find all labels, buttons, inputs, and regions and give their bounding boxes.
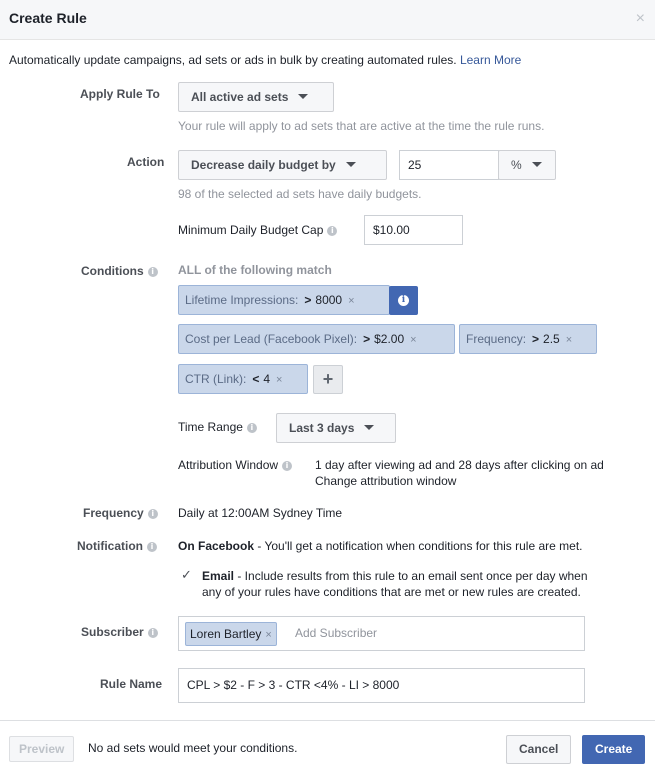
subscriber-placeholder: Add Subscriber <box>295 626 378 640</box>
condition-key: Lifetime Impressions: <box>185 293 299 307</box>
dialog-header <box>0 0 655 40</box>
chevron-down-icon <box>346 162 356 167</box>
action-unit-value: % <box>511 158 522 172</box>
condition-key: Cost per Lead (Facebook Pixel): <box>185 332 358 346</box>
condition-key: CTR (Link): <box>185 372 247 386</box>
learn-more-link[interactable]: Learn More <box>459 53 522 67</box>
conditions-match-text: ALL of the following match <box>178 263 332 277</box>
action-value: Decrease daily budget by <box>191 158 336 172</box>
condition-operator: > <box>532 332 540 346</box>
action-label: Action <box>127 155 165 169</box>
conditions-label <box>81 264 158 278</box>
condition-operator: < <box>252 372 260 386</box>
close-icon[interactable]: × <box>635 10 645 27</box>
condition-chip[interactable] <box>178 364 308 394</box>
rule-name-label: Rule Name <box>100 677 163 691</box>
info-icon[interactable]: i <box>327 226 337 236</box>
condition-info-button[interactable] <box>389 286 418 315</box>
condition-chip[interactable] <box>178 285 390 315</box>
time-range-label <box>178 420 257 434</box>
rule-name-input[interactable]: CPL > $2 - F > 3 - CTR <4% - LI > 8000 <box>178 668 585 703</box>
notification-facebook-text: - You'll get a notification when conditions for this rule are met. <box>254 539 583 553</box>
condition-key: Frequency: <box>466 332 527 346</box>
condition-value: 8000 <box>315 293 343 307</box>
info-icon[interactable]: i <box>247 423 257 433</box>
frequency-label-text: Frequency <box>83 506 144 520</box>
info-icon[interactable]: i <box>148 628 158 638</box>
attribution-value: 1 day after viewing ad and 28 days after clicking on ad <box>315 458 604 472</box>
notification-label <box>77 539 157 553</box>
notification-facebook <box>178 539 583 553</box>
condition-operator: > <box>304 293 312 307</box>
notification-email-text: - Include results from this rule to an email sent once per day when <box>234 569 588 583</box>
apply-rule-label: Apply Rule To <box>80 87 160 101</box>
notification-facebook-title: On Facebook <box>178 539 255 553</box>
remove-icon[interactable]: × <box>410 334 417 346</box>
footer-status: No ad sets would meet your conditions. <box>88 741 298 755</box>
action-unit-dropdown[interactable] <box>498 150 556 180</box>
action-amount-input[interactable]: 25 <box>399 150 499 180</box>
time-range-dropdown[interactable] <box>276 413 396 443</box>
min-budget-label-text: Minimum Daily Budget Cap <box>178 223 324 237</box>
condition-value: $2.00 <box>374 332 405 346</box>
notification-email-title: Email <box>202 569 235 583</box>
condition-value: 2.5 <box>543 332 560 346</box>
frequency-label <box>83 506 158 520</box>
add-condition-button[interactable]: + <box>313 365 343 394</box>
info-icon[interactable]: i <box>282 461 292 471</box>
min-budget-label <box>178 223 337 237</box>
apply-rule-value: All active ad sets <box>191 90 289 104</box>
condition-operator: > <box>363 332 371 346</box>
intro-description: Automatically update campaigns, ad sets or ads in bulk by creating automated rules. <box>9 53 457 67</box>
chevron-down-icon <box>364 425 374 430</box>
create-button[interactable]: Create <box>582 735 645 764</box>
condition-chip[interactable] <box>459 324 597 354</box>
info-icon[interactable]: i <box>148 267 158 277</box>
remove-icon[interactable]: × <box>565 334 573 346</box>
condition-value: 4 <box>263 372 271 386</box>
intro-text <box>9 53 521 67</box>
time-range-value: Last 3 days <box>289 421 355 435</box>
preview-button[interactable]: Preview <box>9 736 74 762</box>
conditions-label-text: Conditions <box>81 264 144 278</box>
subscriber-label-text: Subscriber <box>81 625 144 639</box>
dialog-title: Create Rule <box>9 10 87 26</box>
action-dropdown[interactable] <box>178 150 387 180</box>
chevron-down-icon <box>298 94 308 99</box>
cancel-button[interactable]: Cancel <box>506 735 571 764</box>
attribution-label-text: Attribution Window <box>178 458 279 472</box>
min-budget-input[interactable]: $10.00 <box>364 215 463 245</box>
remove-icon[interactable]: × <box>276 374 283 386</box>
apply-rule-dropdown[interactable] <box>178 82 334 112</box>
info-icon: i <box>398 295 409 306</box>
subscriber-chip[interactable] <box>185 622 277 646</box>
notification-label-text: Notification <box>77 539 143 553</box>
remove-icon[interactable]: × <box>348 295 355 307</box>
subscriber-name: Loren Bartley <box>190 627 262 641</box>
change-attribution-link[interactable]: Change attribution window <box>315 474 457 488</box>
chevron-down-icon <box>532 162 542 167</box>
attribution-label <box>178 458 292 472</box>
info-icon[interactable]: i <box>147 542 157 552</box>
remove-icon[interactable]: × <box>265 629 272 641</box>
time-range-label-text: Time Range <box>178 420 243 434</box>
frequency-value: Daily at 12:00AM Sydney Time <box>178 506 343 520</box>
subscriber-input[interactable] <box>178 616 585 651</box>
action-help: 98 of the selected ad sets have daily budgets. <box>178 187 422 201</box>
info-icon[interactable]: i <box>148 509 158 519</box>
subscriber-label <box>81 625 158 639</box>
condition-chip[interactable] <box>178 324 455 354</box>
apply-rule-help: Your rule will apply to ad sets that are active at the time the rule runs. <box>178 119 545 133</box>
email-checkbox[interactable]: ✓ <box>181 568 192 583</box>
notification-email-line1 <box>202 569 588 583</box>
notification-email-line2: any of your rules have conditions that are met or new rules are created. <box>202 585 581 599</box>
